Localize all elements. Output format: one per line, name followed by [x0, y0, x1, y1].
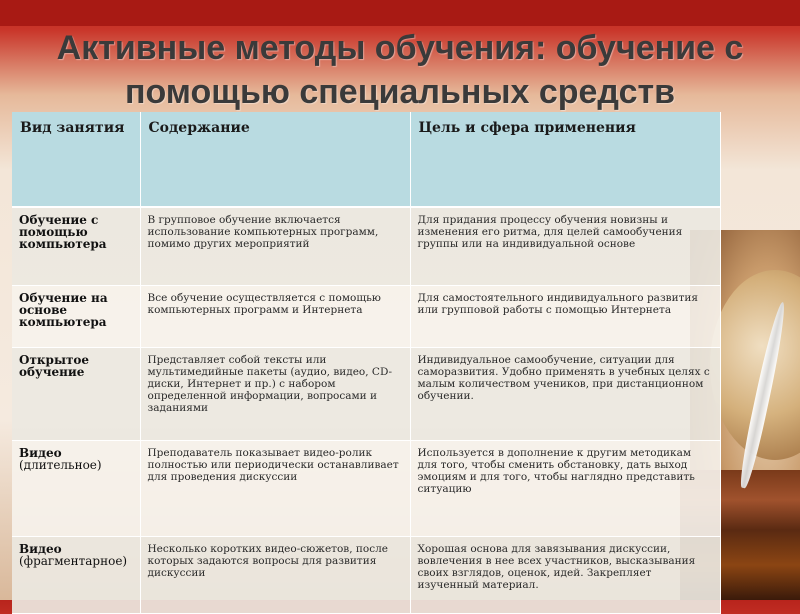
table-row [12, 537, 720, 614]
table-header-row [12, 112, 720, 207]
table-row [12, 207, 720, 286]
row-goal: Для придания процессу обучения новизны и изменения его ритма, для целей самообучения группы или на индивидуальной основе [410, 207, 720, 286]
row-type [12, 441, 140, 537]
table-row [12, 441, 720, 537]
header-goal: Цель и сфера применения [410, 112, 720, 207]
top-decorative-band [0, 0, 800, 26]
row-content: Представляет собой тексты или мультимедийные пакеты (аудио, видео, CD-диски, Интернет и пр.) с набором определенной информации, вопросами и заданиями [140, 348, 410, 441]
row-type [12, 286, 140, 348]
table-row [12, 348, 720, 441]
row-type-label: Обучение с помощью компьютера [19, 213, 107, 251]
slide-title: Активные методы обучения: обучение с помощью специальных средств [56, 29, 744, 111]
row-goal: Для самостоятельного индивидуального развития или групповой работы с помощью Интернета [410, 286, 720, 348]
row-type-note: (длительное) [19, 458, 102, 472]
row-type [12, 537, 140, 614]
row-type-label: Видео [19, 446, 62, 460]
header-content: Содержание [140, 112, 410, 207]
row-type-note: (фрагментарное) [19, 554, 128, 568]
row-content: В групповое обучение включается использование компьютерных программ, помимо других мероприятий [140, 207, 410, 286]
row-type [12, 207, 140, 286]
row-type [12, 348, 140, 441]
row-type-label: Видео [19, 542, 62, 556]
row-content: Несколько коротких видео-сюжетов, после которых задаются вопросы для развития дискуссии [140, 537, 410, 614]
row-goal: Хорошая основа для завязывания дискуссии, вовлечения в нее всех участников, высказывания своих взглядов, оценок, идей. Закрепляет изученный материал. [410, 537, 720, 614]
table-row [12, 286, 720, 348]
header-type: Вид занятия [12, 112, 140, 207]
row-type-label: Открытое обучение [19, 353, 90, 379]
row-goal: Индивидуальное самообучение, ситуации для саморазвития. Удобно применять в учебных целях с малым количеством учеников, при дистанционном обучении. [410, 348, 720, 441]
row-goal: Используется в дополнение к другим методикам для того, чтобы сменить обстановку, дать выход эмоциям и для того, чтобы наглядно представить ситуацию [410, 441, 720, 537]
methods-table [12, 112, 721, 614]
row-content: Все обучение осуществляется с помощью компьютерных программ и Интернета [140, 286, 410, 348]
row-content: Преподаватель показывает видео-ролик полностью или периодически останавливает для проведения дискуссии [140, 441, 410, 537]
row-type-label: Обучение на основе компьютера [19, 291, 108, 329]
